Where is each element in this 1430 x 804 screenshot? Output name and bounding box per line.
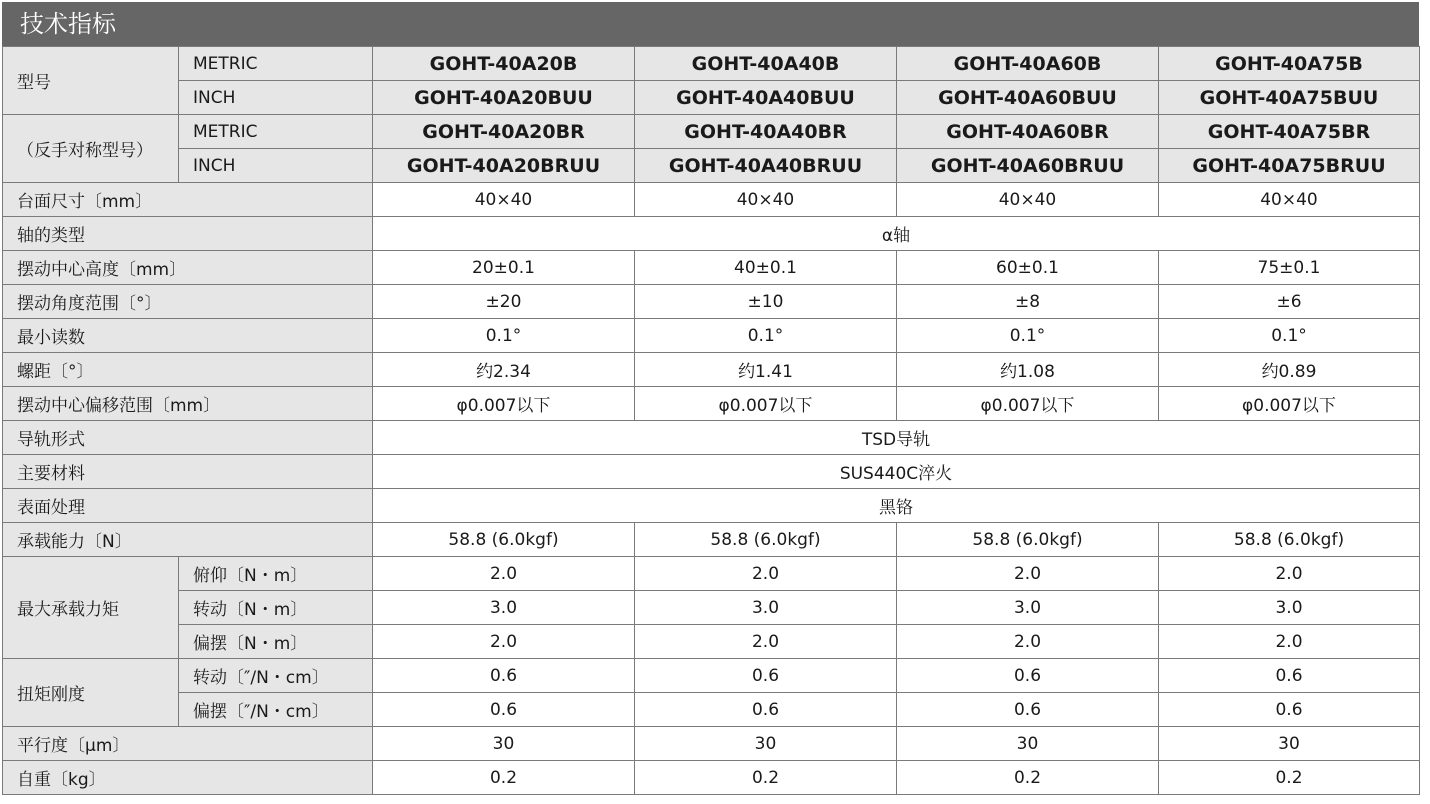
rigidity-roll-cell: 0.6 [1159,693,1420,727]
material-label: 主要材料 [3,455,373,489]
min-reading-label: 最小读数 [3,319,373,353]
surface-row [3,489,1420,523]
pitch-cell: 约1.08 [897,353,1159,387]
rigidity-roll-row [3,693,1420,727]
mirror-metric-cell: GOHT-40A20BR [373,115,635,149]
min-reading-row [3,319,1420,353]
guide-type-cell: TSD导轨 [373,421,1420,455]
load-capacity-cell: 58.8 (6.0kgf) [635,523,897,557]
moment-pitch-cell: 2.0 [635,557,897,591]
table-size-cell: 40×40 [1159,183,1420,217]
center-offset-cell: φ0.007以下 [373,387,635,421]
weight-cell: 0.2 [373,761,635,795]
moment-yaw-cell: 3.0 [897,591,1159,625]
center-height-label: 摆动中心高度〔mm〕 [3,251,373,285]
mirror-metric-cell: GOHT-40A40BR [635,115,897,149]
moment-pitch-cell: 2.0 [897,557,1159,591]
rigidity-roll-cell: 0.6 [373,693,635,727]
table-size-cell: 40×40 [897,183,1159,217]
pitch-label: 螺距〔°〕 [3,353,373,387]
guide-type-row [3,421,1420,455]
weight-row [3,761,1420,795]
table-size-cell: 40×40 [373,183,635,217]
parallelism-row [3,727,1420,761]
material-row [3,455,1420,489]
axis-type-label: 轴的类型 [3,217,373,251]
axis-type-cell: α轴 [373,217,1420,251]
mirror-model-label: （反手对称型号） [3,115,179,183]
pitch-cell: 约2.34 [373,353,635,387]
load-capacity-cell: 58.8 (6.0kgf) [1159,523,1420,557]
model-metric-cell: GOHT-40A40B [635,47,897,81]
model-label: 型号 [3,47,179,115]
rigidity-yaw-cell: 0.6 [635,659,897,693]
load-capacity-cell: 58.8 (6.0kgf) [897,523,1159,557]
surface-cell: 黑铬 [373,489,1420,523]
moment-yaw-row [3,591,1420,625]
table-size-cell: 40×40 [635,183,897,217]
rigidity-yaw-label: 转动〔″/N・cm〕 [179,659,373,693]
model-inch-cell: GOHT-40A20BUU [373,81,635,115]
swing-range-row [3,285,1420,319]
center-height-row [3,251,1420,285]
pitch-cell: 约0.89 [1159,353,1420,387]
moment-yaw-cell: 3.0 [373,591,635,625]
table-size-label: 台面尺寸〔mm〕 [3,183,373,217]
rigidity-roll-cell: 0.6 [897,693,1159,727]
spec-table [2,46,1420,795]
mirror-inch-cell: GOHT-40A60BRUU [897,149,1159,183]
surface-label: 表面处理 [3,489,373,523]
model-metric-cell: GOHT-40A60B [897,47,1159,81]
center-offset-cell: φ0.007以下 [1159,387,1420,421]
mirror-inch-cell: GOHT-40A40BRUU [635,149,897,183]
min-reading-cell: 0.1° [373,319,635,353]
center-height-cell: 60±0.1 [897,251,1159,285]
weight-label: 自重〔kg〕 [3,761,373,795]
moment-roll-cell: 2.0 [897,625,1159,659]
center-height-cell: 40±0.1 [635,251,897,285]
parallelism-cell: 30 [635,727,897,761]
axis-type-row [3,217,1420,251]
load-capacity-label: 承载能力〔N〕 [3,523,373,557]
swing-range-cell: ±6 [1159,285,1420,319]
mirror-metric-row [3,115,1420,149]
center-offset-cell: φ0.007以下 [897,387,1159,421]
min-reading-cell: 0.1° [635,319,897,353]
parallelism-cell: 30 [897,727,1159,761]
center-height-cell: 20±0.1 [373,251,635,285]
moment-yaw-cell: 3.0 [635,591,897,625]
weight-cell: 0.2 [1159,761,1420,795]
model-metric-cell: GOHT-40A75B [1159,47,1420,81]
moment-roll-cell: 2.0 [373,625,635,659]
rigidity-yaw-cell: 0.6 [897,659,1159,693]
moment-pitch-cell: 2.0 [1159,557,1420,591]
moment-pitch-row [3,557,1420,591]
max-moment-label: 最大承载力矩 [3,557,179,659]
moment-pitch-cell: 2.0 [373,557,635,591]
rigidity-roll-cell: 0.6 [635,693,897,727]
model-metric-row [3,47,1420,81]
rigidity-yaw-row [3,659,1420,693]
center-offset-cell: φ0.007以下 [635,387,897,421]
torsional-rigidity-label: 扭矩刚度 [3,659,179,727]
weight-cell: 0.2 [635,761,897,795]
rigidity-roll-label: 偏摆〔″/N・cm〕 [179,693,373,727]
swing-range-label: 摆动角度范围〔°〕 [3,285,373,319]
pitch-row [3,353,1420,387]
moment-roll-label: 偏摆〔N・m〕 [179,625,373,659]
swing-range-cell: ±10 [635,285,897,319]
center-offset-label: 摆动中心偏移范围〔mm〕 [3,387,373,421]
model-inch-cell: GOHT-40A60BUU [897,81,1159,115]
metric-label: METRIC [179,47,373,81]
min-reading-cell: 0.1° [897,319,1159,353]
swing-range-cell: ±8 [897,285,1159,319]
mirror-metric-cell: GOHT-40A60BR [897,115,1159,149]
moment-yaw-label: 转动〔N・m〕 [179,591,373,625]
guide-type-label: 导轨形式 [3,421,373,455]
moment-yaw-cell: 3.0 [1159,591,1420,625]
mirror-inch-cell: GOHT-40A75BRUU [1159,149,1420,183]
center-height-cell: 75±0.1 [1159,251,1420,285]
moment-roll-cell: 2.0 [635,625,897,659]
model-inch-cell: GOHT-40A75BUU [1159,81,1420,115]
moment-roll-cell: 2.0 [1159,625,1420,659]
parallelism-cell: 30 [1159,727,1420,761]
model-metric-cell: GOHT-40A20B [373,47,635,81]
load-capacity-cell: 58.8 (6.0kgf) [373,523,635,557]
metric-label: METRIC [179,115,373,149]
mirror-metric-cell: GOHT-40A75BR [1159,115,1420,149]
load-capacity-row [3,523,1420,557]
parallelism-cell: 30 [373,727,635,761]
moment-roll-row [3,625,1420,659]
mirror-inch-cell: GOHT-40A20BRUU [373,149,635,183]
model-inch-row [3,81,1420,115]
inch-label: INCH [179,149,373,183]
mirror-inch-row [3,149,1420,183]
rigidity-yaw-cell: 0.6 [1159,659,1420,693]
inch-label: INCH [179,81,373,115]
swing-range-cell: ±20 [373,285,635,319]
parallelism-label: 平行度〔μm〕 [3,727,373,761]
rigidity-yaw-cell: 0.6 [373,659,635,693]
model-inch-cell: GOHT-40A40BUU [635,81,897,115]
min-reading-cell: 0.1° [1159,319,1420,353]
pitch-cell: 约1.41 [635,353,897,387]
center-offset-row [3,387,1420,421]
material-cell: SUS440C淬火 [373,455,1420,489]
weight-cell: 0.2 [897,761,1159,795]
table-size-row [3,183,1420,217]
section-title: 技术指标 [2,2,1419,46]
moment-pitch-label: 俯仰〔N・m〕 [179,557,373,591]
